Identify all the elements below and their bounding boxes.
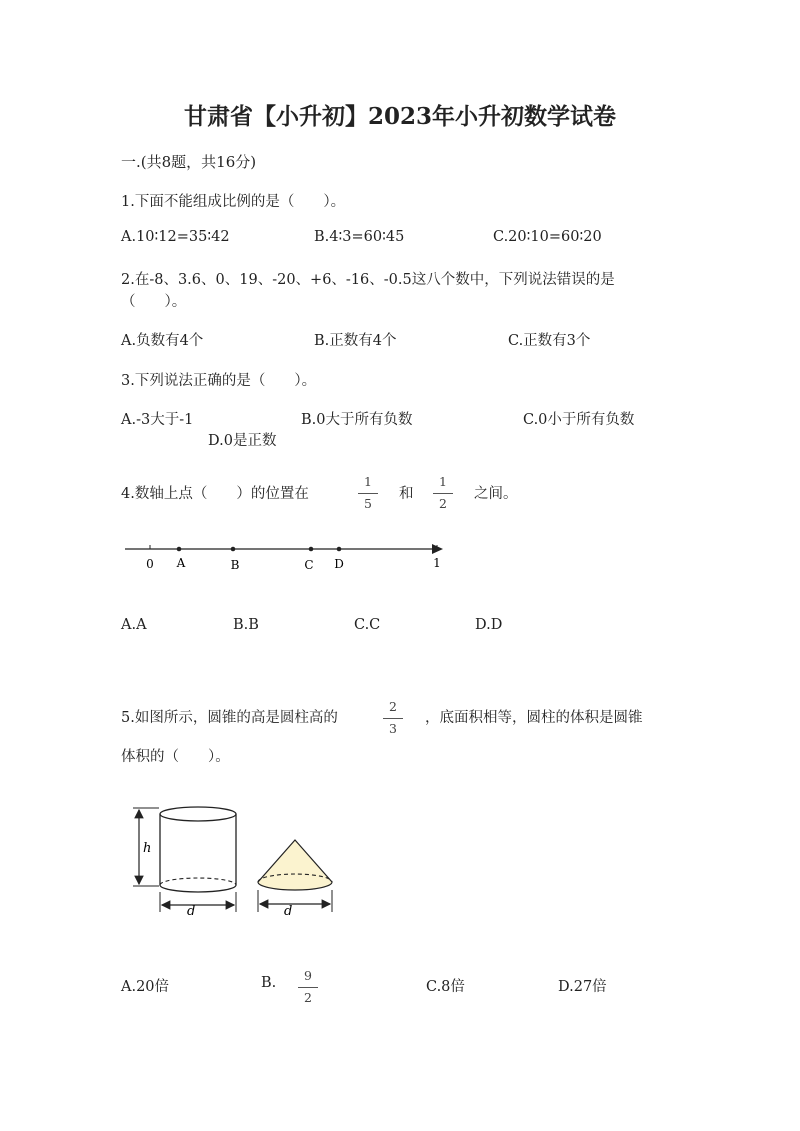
fraction-denominator: 5 xyxy=(364,495,372,511)
label-d: D xyxy=(334,557,344,571)
page-title: 甘肃省【小升初】2023年小升初数学试卷 xyxy=(183,103,616,130)
label-b: B xyxy=(230,558,240,572)
fraction-bar xyxy=(358,493,378,494)
fraction-numerator: 2 xyxy=(389,699,397,714)
question-4-stem-before: 4.数轴上点（ ）的位置在 xyxy=(121,486,309,502)
question-2-stem-line2: （ ）。 xyxy=(121,294,187,310)
question-5-stem-line2: 体积的（ ）。 xyxy=(121,749,230,765)
label-one: 1 xyxy=(433,556,441,570)
cylinder-diameter-label: d xyxy=(187,904,196,919)
fraction-bar xyxy=(383,718,403,719)
fraction-one-fifth xyxy=(358,476,378,510)
question-3-option-c[interactable]: C.0小于所有负数 xyxy=(523,412,635,428)
question-4-option-c[interactable]: C.C xyxy=(354,617,381,633)
question-4-option-a[interactable]: A.A xyxy=(121,617,147,633)
point-c-dot xyxy=(309,547,314,552)
fraction-bar xyxy=(433,493,453,494)
cone-diameter-label: d xyxy=(284,904,293,919)
question-4-option-b[interactable]: B.B xyxy=(233,617,259,633)
question-1-stem: 1.下面不能组成比例的是（ ）。 xyxy=(121,194,346,210)
question-5-option-d[interactable]: D.27倍 xyxy=(558,979,607,995)
fraction-numerator: 1 xyxy=(439,474,447,489)
label-c: C xyxy=(304,558,314,572)
fraction-numerator: 1 xyxy=(364,474,372,489)
question-4-stem-after: 之间。 xyxy=(474,486,518,502)
fraction-bar xyxy=(298,987,318,988)
question-5-option-c[interactable]: C.8倍 xyxy=(426,979,465,995)
fraction-denominator: 2 xyxy=(439,495,447,511)
question-3-option-d[interactable]: D.0是正数 xyxy=(208,433,277,449)
cylinder-shape xyxy=(160,807,236,892)
question-2-option-a[interactable]: A.负数有4个 xyxy=(121,333,204,349)
question-5-stem-before: 5.如图所示，圆锥的高是圆柱高的 xyxy=(121,710,338,726)
question-5-stem-after: ，底面积相等，圆柱的体积是圆锥 xyxy=(425,710,643,726)
question-5-option-a[interactable]: A.20倍 xyxy=(121,979,170,995)
question-3-option-a[interactable]: A.-3大于-1 xyxy=(121,412,194,428)
height-label: h xyxy=(143,841,152,856)
question-1-option-c[interactable]: C.20∶10=60∶20 xyxy=(493,229,602,245)
question-1-option-b[interactable]: B.4∶3=60∶45 xyxy=(314,229,405,245)
question-4-and: 和 xyxy=(399,486,414,502)
fraction-one-half xyxy=(433,476,453,510)
point-d-dot xyxy=(337,547,342,552)
label-zero: 0 xyxy=(146,557,154,571)
question-2-option-b[interactable]: B.正数有4个 xyxy=(314,333,397,349)
question-2-option-c[interactable]: C.正数有3个 xyxy=(508,333,591,349)
question-3-stem: 3.下列说法正确的是（ ）。 xyxy=(121,373,317,389)
number-line-figure xyxy=(115,535,460,580)
section-header: 一.(共8题，共16分) xyxy=(121,153,257,171)
question-4-option-d[interactable]: D.D xyxy=(475,617,503,633)
point-a-dot xyxy=(177,547,182,552)
fraction-nine-halves xyxy=(298,970,318,1004)
label-a: A xyxy=(176,556,186,570)
question-1-option-a[interactable]: A.10∶12=35∶42 xyxy=(121,229,230,245)
question-5-option-b[interactable]: B. xyxy=(261,975,277,991)
fraction-numerator: 9 xyxy=(304,968,312,983)
fraction-denominator: 2 xyxy=(304,989,312,1005)
cylinder-cone-figure xyxy=(125,800,350,925)
point-b-dot xyxy=(231,547,236,552)
fraction-two-thirds xyxy=(383,701,403,735)
question-2-stem-line1: 2.在-8、3.6、0、19、-20、+6、-16、-0.5这八个数中，下列说法错误的是 xyxy=(121,272,615,288)
cone-shape xyxy=(258,840,332,890)
fraction-denominator: 3 xyxy=(389,720,397,736)
question-3-option-b[interactable]: B.0大于所有负数 xyxy=(301,412,413,428)
